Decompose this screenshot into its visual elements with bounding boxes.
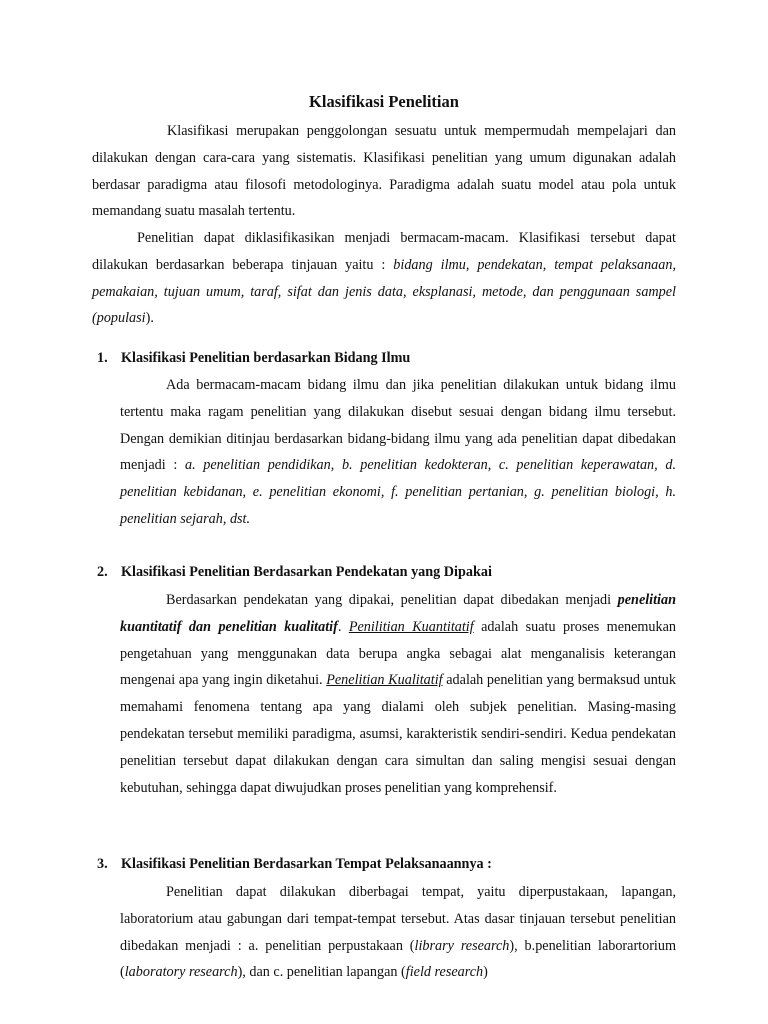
section-1-text-b: a. penelitian pendidikan, b. penelitian kedokteran, c. penelitian keperawatan, d. penelitian kebidanan, e. penelitian ekonomi, f. penelitian pertanian, g. penelitian biologi, h. penelitian sejarah, dst.	[120, 457, 676, 527]
section-3-text-e: ), dan c. penelitian lapangan (	[237, 964, 406, 981]
page-title: Klasifikasi Penelitian	[309, 92, 459, 111]
section-paragraph-1	[120, 372, 676, 533]
section-2-text-c: .	[337, 618, 349, 635]
section-3-text-c: ), b.penelitian laborartorium (	[120, 937, 677, 981]
section-3-text-g: )	[483, 964, 488, 981]
section-number-2: 2.	[97, 564, 108, 580]
section-number-1: 1.	[97, 350, 108, 366]
section-2-text-a: Berdasarkan pendekatan yang dipakai, penelitian dapat dibedakan menjadi	[166, 592, 618, 608]
section-paragraph-2	[120, 587, 676, 801]
section-3-term-field: field research	[405, 964, 484, 981]
section-title-3: Klasifikasi Penelitian Berdasarkan Tempat Pelaksanaannya :	[121, 856, 492, 872]
section-3-term-laboratory: laboratory research	[124, 964, 238, 981]
section-heading-3	[97, 856, 492, 873]
section-2-text-b: penelitian kuantitatif dan penelitian kualitatif	[120, 592, 676, 635]
section-2-text-g: adalah penelitian yang bermaksud untuk memahami fenomena tentang apa yang dialami oleh subjek penelitian. Masing-masing pendekatan tersebut memiliki paradigma, asumsi, karakteristik sendiri-sendiri. Kedua pendekatan penelitian tersebut dapat dilakukan dengan cara simultan dan saling mengisi sesuai dengan kebutuhan, sehingga dapat diwujudkan proses penelitian yang komprehensif.	[120, 672, 676, 796]
section-2-term-kuantitatif: Penilitian Kuantitatif	[348, 618, 474, 635]
intro-text-1: Klasifikasi merupakan penggolongan sesuatu untuk mempermudah mempelajari dan dilakukan dengan cara-cara yang sistematis. Klasifikasi penelitian yang umum digunakan adalah berdasar paradigma atau filosofi metodologinya. Paradigma adalah suatu model atau pola untuk memandang suatu masalah tertentu.	[92, 123, 676, 220]
section-heading-1	[97, 350, 410, 367]
section-1-text-a: Ada bermacam-macam bidang ilmu dan jika penelitian dilakukan untuk bidang ilmu tertentu maka ragam penelitian yang dilakukan disebut sesuai dengan bidang ilmu tersebut. Dengan demikian ditinjau berdasarkan bidang-bidang ilmu yang ada penelitian dapat dibedakan menjadi :	[120, 377, 676, 474]
section-title-1: Klasifikasi Penelitian berdasarkan Bidang Ilmu	[121, 350, 411, 366]
section-2-term-kualitatif: Penelitian Kualitatif	[326, 672, 443, 689]
intro-text-2a: Penelitian dapat diklasifikasikan menjadi bermacam-macam. Klasifikasi tersebut dapat dilakukan berdasarkan beberapa tinjauan yaitu :	[92, 230, 676, 273]
section-2-text-e: adalah suatu proses menemukan pengetahuan yang menggunakan data berupa angka sebagai alat menganalisis keterangan mengenai apa yang ingin diketahui.	[120, 618, 677, 689]
section-number-3: 3.	[97, 856, 108, 872]
section-title-2: Klasifikasi Penelitian Berdasarkan Pendekatan yang Dipakai	[121, 564, 492, 580]
section-heading-2	[97, 564, 492, 581]
section-3-text-a: Penelitian dapat dilakukan diberbagai tempat, yaitu diperpustakaan, lapangan, laboratorium atau gabungan dari tempat-tempat tersebut. Atas dasar tinjauan tersebut penelitian dibedakan menjadi : a. penelitian perpustakaan (	[120, 884, 676, 954]
section-3-term-library: library research	[414, 937, 510, 954]
intro-paragraph-2	[92, 225, 676, 332]
intro-text-2c: ).	[145, 310, 154, 327]
intro-text-2b: bidang ilmu, pendekatan, tempat pelaksanaan, pemakaian, tujuan umum, taraf, sifat dan jenis data, eksplanasi, metode, dan penggunaan sampel (populasi	[92, 256, 677, 327]
section-paragraph-3	[120, 879, 676, 986]
intro-paragraph-1	[92, 118, 676, 225]
